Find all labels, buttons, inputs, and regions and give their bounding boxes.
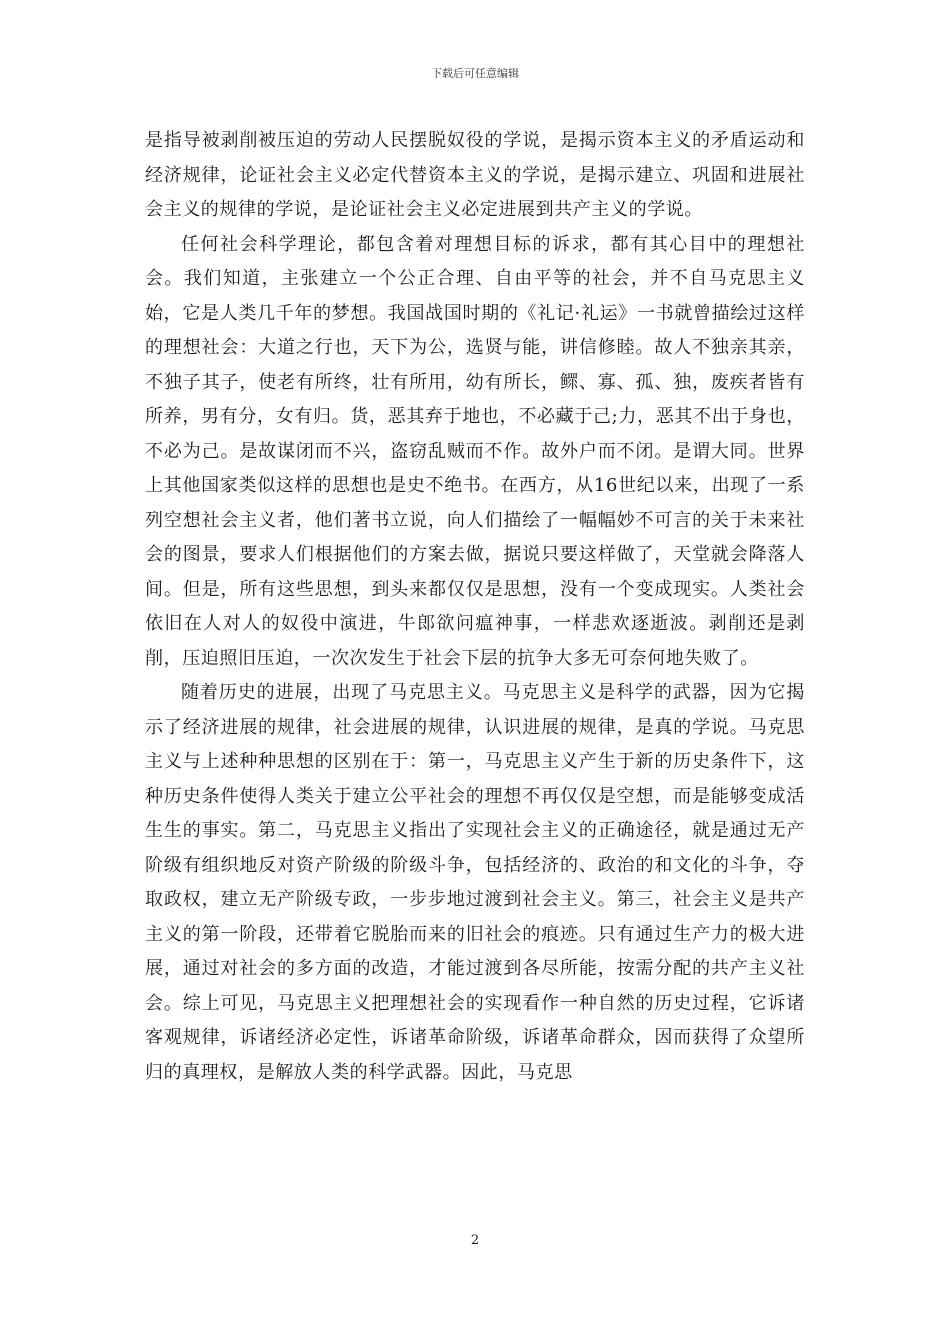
paragraph-continuation: 是指导被剥削被压迫的劳动人民摆脱奴役的学说，是揭示资本主义的矛盾运动和经济规律，论证社会主义必定代替资本主义的学说，是揭示建立、巩固和进展社会主义的规律的学说，是论证社会主义必定进展到共产主义的学说。 bbox=[145, 130, 805, 220]
page-number: 2 bbox=[470, 1233, 480, 1248]
page-header: 下载后可任意编辑 bbox=[431, 67, 519, 80]
paragraph-marxism: 随着历史的进展，出现了马克思主义。马克思主义是科学的武器，因为它揭示了经济进展的规律，社会进展的规律，认识进展的规律，是真的学说。马克思主义与上述种种思想的区别在于：第一，马克思主义产生于新的历史条件下，这种历史条件使得人类关于建立公平社会的理想不再仅仅是空想，而是能够变成活生生的事实。第二，马克思主义指出了实现社会主义的正确途径，就是通过无产阶级有组织地反对资产阶级的阶级斗争，包括经济的、政治的和文化的斗争，夺取政权，建立无产阶级专政，一步步地过渡到社会主义。第三，社会主义是共产主义的第一阶段，还带着它脱胎而来的旧社会的痕迹。只有通过生产力的极大进展，通过对社会的多方面的改造，才能过渡到各尽所能，按需分配的共产主义社会。综上可见，马克思主义把理想社会的实现看作一种自然的历史过程，它诉诸客观规律，诉诸经济必定性，诉诸革命阶级，诉诸革命群众，因而获得了众望所归的真理权，是解放人类的科学武器。因此，马克思 bbox=[145, 682, 805, 1083]
paragraph-ideal-society: 任何社会科学理论，都包含着对理想目标的诉求，都有其心目中的理想社会。我们知道，主张建立一个公正合理、自由平等的社会，并不自马克思主义始，它是人类几千年的梦想。我国战国时期的《礼记·礼运》一书就曾描绘过这样的理想社会：大道之行也，天下为公，选贤与能，讲信修睦。故人不独亲其亲，不独子其子，使老有所终，壮有所用，幼有所长，鳏、寡、孤、独，废疾者皆有所养，男有分，女有归。货，恶其弃于地也，不必藏于己;力，恶其不出于身也，不必为己。是故谋闭而不兴，盗窃乱贼而不作。故外户而不闭。是谓大同。世界上其他国家类似这样的思想也是史不绝书。在西方，从16世纪以来，出现了一系列空想社会主义者，他们著书立说，向人们描绘了一幅幅妙不可言的关于未来社会的图景，要求人们根据他们的方案去做，据说只要这样做了，天堂就会降落人间。但是，所有这些思想，到头来都仅仅是思想，没有一个变成现实。人类社会依旧在人对人的奴役中演进，牛郎欲问瘟神事，一样悲欢逐逝波。剥削还是剥削，压迫照旧压迫，一次次发生于社会下层的抗争大多无可奈何地失败了。 bbox=[145, 233, 805, 669]
body-text bbox=[145, 124, 805, 1090]
